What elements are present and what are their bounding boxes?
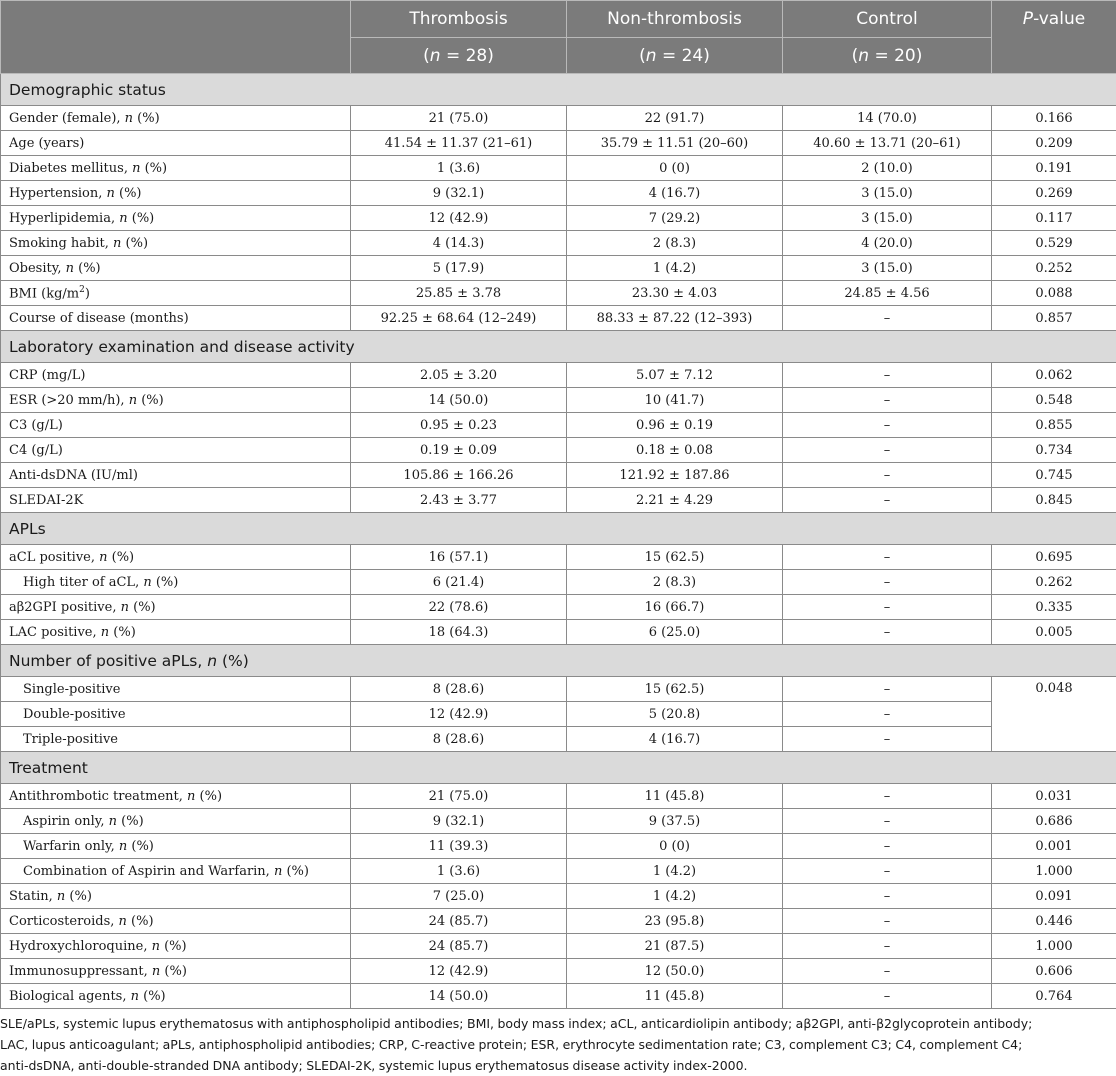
table-body: [1, 74, 1116, 1009]
table-row: [1, 859, 1116, 884]
thrombosis-value: 9 (32.1): [351, 181, 567, 206]
non-thrombosis-value: 4 (16.7): [567, 181, 783, 206]
thrombosis-value: 22 (78.6): [351, 595, 567, 620]
thrombosis-value: 7 (25.0): [351, 884, 567, 909]
non-thrombosis-value: 15 (62.5): [567, 545, 783, 570]
table-row: [1, 306, 1116, 331]
non-thrombosis-value: 0.18 ± 0.08: [567, 438, 783, 463]
thrombosis-value: 2.05 ± 3.20: [351, 363, 567, 388]
thrombosis-value: 1 (3.6): [351, 859, 567, 884]
non-thrombosis-value: 88.33 ± 87.22 (12–393): [567, 306, 783, 331]
section-header-row: [1, 752, 1116, 784]
row-label: BMI $(kg/m^2)$: [1, 281, 351, 306]
thrombosis-value: 14 (50.0): [351, 984, 567, 1009]
table-row: [1, 809, 1116, 834]
thrombosis-value: 18 (64.3): [351, 620, 567, 645]
non-thrombosis-value: 121.92 ± 187.86: [567, 463, 783, 488]
control-value: –: [783, 909, 992, 934]
row-label: Antithrombotic treatment, n (%): [1, 784, 351, 809]
thrombosis-value: 12 (42.9): [351, 702, 567, 727]
table-row: [1, 106, 1116, 131]
row-label: Single-positive: [1, 677, 351, 702]
non-thrombosis-value: 2 (8.3): [567, 570, 783, 595]
table-row: [1, 545, 1116, 570]
table-row: [1, 463, 1116, 488]
non-thrombosis-value: 12 (50.0): [567, 959, 783, 984]
row-label: C3 (g/L): [1, 413, 351, 438]
control-value: –: [783, 677, 992, 702]
non-thrombosis-value: 2 (8.3): [567, 231, 783, 256]
header-thrombosis: Thrombosis: [351, 1, 567, 38]
control-value: 3 (15.0): [783, 181, 992, 206]
table-row: [1, 727, 1116, 752]
row-label: Hyperlipidemia, n (%): [1, 206, 351, 231]
pvalue-value: 0.031: [992, 784, 1116, 809]
pvalue-value: 0.548: [992, 388, 1116, 413]
table-row: [1, 438, 1116, 463]
header-control: Control: [783, 1, 992, 38]
table-row: [1, 156, 1116, 181]
non-thrombosis-value: 11 (45.8): [567, 984, 783, 1009]
control-value: –: [783, 859, 992, 884]
non-thrombosis-value: 1 (4.2): [567, 884, 783, 909]
control-value: –: [783, 934, 992, 959]
control-value: 2 (10.0): [783, 156, 992, 181]
non-thrombosis-value: 23 (95.8): [567, 909, 783, 934]
pvalue-value: 0.529: [992, 231, 1116, 256]
control-value: –: [783, 306, 992, 331]
pvalue-value: 0.001: [992, 834, 1116, 859]
header-blank-cell: [1, 1, 351, 74]
control-value: 24.85 ± 4.56: [783, 281, 992, 306]
section-title: Number of positive aPLs, n (%): [1, 645, 1116, 677]
thrombosis-value: 4 (14.3): [351, 231, 567, 256]
control-value: –: [783, 570, 992, 595]
row-label: Course of disease (months): [1, 306, 351, 331]
pvalue-value: 0.166: [992, 106, 1116, 131]
non-thrombosis-value: 23.30 ± 4.03: [567, 281, 783, 306]
section-header-row: [1, 513, 1116, 545]
footnote-line: LAC, lupus anticoagulant; aPLs, antiphospholipid antibodies; CRP, C-reactive protein; ESR, erythrocyte sedimentation rate; C3, complement C3; C4, complement C4;: [0, 1034, 1116, 1055]
control-value: –: [783, 545, 992, 570]
thrombosis-value: 11 (39.3): [351, 834, 567, 859]
pvalue-value: 0.695: [992, 545, 1116, 570]
control-value: –: [783, 984, 992, 1009]
pvalue-value: 0.209: [992, 131, 1116, 156]
thrombosis-value: 25.85 ± 3.78: [351, 281, 567, 306]
control-value: –: [783, 413, 992, 438]
row-label: Hypertension, n (%): [1, 181, 351, 206]
non-thrombosis-value: 4 (16.7): [567, 727, 783, 752]
pvalue-value: 0.446: [992, 909, 1116, 934]
non-thrombosis-value: 5.07 ± 7.12: [567, 363, 783, 388]
row-label: Corticosteroids, n (%): [1, 909, 351, 934]
thrombosis-value: 21 (75.0): [351, 106, 567, 131]
non-thrombosis-value: 15 (62.5): [567, 677, 783, 702]
table-row: [1, 206, 1116, 231]
pvalue-value: 0.745: [992, 463, 1116, 488]
row-label: Hydroxychloroquine, n (%): [1, 934, 351, 959]
thrombosis-value: 1 (3.6): [351, 156, 567, 181]
control-value: –: [783, 834, 992, 859]
row-label: Double-positive: [1, 702, 351, 727]
non-thrombosis-value: 21 (87.5): [567, 934, 783, 959]
pvalue-value: 0.269: [992, 181, 1116, 206]
pvalue-value: 0.734: [992, 438, 1116, 463]
pvalue-value: 0.686: [992, 809, 1116, 834]
thrombosis-value: 8 (28.6): [351, 727, 567, 752]
table-row: [1, 934, 1116, 959]
row-label: Biological agents, n (%): [1, 984, 351, 1009]
thrombosis-value: 12 (42.9): [351, 959, 567, 984]
row-label: Diabetes mellitus, n (%): [1, 156, 351, 181]
row-label: Smoking habit, n (%): [1, 231, 351, 256]
control-value: –: [783, 438, 992, 463]
control-value: 14 (70.0): [783, 106, 992, 131]
pvalue-value: 0.764: [992, 984, 1116, 1009]
control-value: 3 (15.0): [783, 256, 992, 281]
pvalue-value: 0.252: [992, 256, 1116, 281]
control-value: 4 (20.0): [783, 231, 992, 256]
pvalue-value: 0.088: [992, 281, 1116, 306]
thrombosis-value: 105.86 ± 166.26: [351, 463, 567, 488]
control-value: 40.60 ± 13.71 (20–61): [783, 131, 992, 156]
non-thrombosis-value: 5 (20.8): [567, 702, 783, 727]
table-row: [1, 570, 1116, 595]
row-label: aβ2GPI positive, n (%): [1, 595, 351, 620]
thrombosis-value: 24 (85.7): [351, 934, 567, 959]
section-header-row: [1, 74, 1116, 106]
table-row: [1, 595, 1116, 620]
row-label: Warfarin only, n (%): [1, 834, 351, 859]
table-row: [1, 677, 1116, 702]
non-thrombosis-value: 0 (0): [567, 834, 783, 859]
table-row: [1, 181, 1116, 206]
table-row: [1, 784, 1116, 809]
thrombosis-value: 8 (28.6): [351, 677, 567, 702]
control-value: –: [783, 727, 992, 752]
control-value: –: [783, 784, 992, 809]
control-value: –: [783, 809, 992, 834]
row-label: Age (years): [1, 131, 351, 156]
thrombosis-value: 0.95 ± 0.23: [351, 413, 567, 438]
control-value: –: [783, 488, 992, 513]
table-row: [1, 231, 1116, 256]
table-row: [1, 413, 1116, 438]
row-label: Immunosuppressant, n (%): [1, 959, 351, 984]
footnote-line: anti-dsDNA, anti-double-stranded DNA antibody; SLEDAI-2K, systemic lupus erythematosus disease activity index-2000.: [0, 1055, 1116, 1076]
control-value: –: [783, 620, 992, 645]
non-thrombosis-value: 22 (91.7): [567, 106, 783, 131]
table-row: [1, 884, 1116, 909]
control-value: –: [783, 595, 992, 620]
section-header-row: [1, 331, 1116, 363]
table-row: [1, 984, 1116, 1009]
pvalue-value: 0.191: [992, 156, 1116, 181]
row-label: High titer of aCL, n (%): [1, 570, 351, 595]
row-label: LAC positive, n (%): [1, 620, 351, 645]
table-row: [1, 909, 1116, 934]
table-row: [1, 388, 1116, 413]
pvalue-value: 0.048: [992, 677, 1116, 752]
row-label: CRP (mg/L): [1, 363, 351, 388]
non-thrombosis-value: 11 (45.8): [567, 784, 783, 809]
row-label: Anti-dsDNA (IU/ml): [1, 463, 351, 488]
thrombosis-value: 16 (57.1): [351, 545, 567, 570]
pvalue-value: 0.855: [992, 413, 1116, 438]
table-header: [1, 1, 1116, 74]
row-label: Gender (female), n (%): [1, 106, 351, 131]
thrombosis-value: 9 (32.1): [351, 809, 567, 834]
thrombosis-value: 92.25 ± 68.64 (12–249): [351, 306, 567, 331]
thrombosis-value: 24 (85.7): [351, 909, 567, 934]
section-header-row: [1, 645, 1116, 677]
table-row: [1, 702, 1116, 727]
table-row: [1, 488, 1116, 513]
thrombosis-value: 41.54 ± 11.37 (21–61): [351, 131, 567, 156]
pvalue-value: 0.005: [992, 620, 1116, 645]
header-non-thrombosis: Non-thrombosis: [567, 1, 783, 38]
header-non-thrombosis-n: (n = 24): [567, 38, 783, 74]
control-value: –: [783, 702, 992, 727]
row-label: SLEDAI-2K: [1, 488, 351, 513]
table-row: [1, 834, 1116, 859]
control-value: –: [783, 463, 992, 488]
thrombosis-value: 5 (17.9): [351, 256, 567, 281]
section-title: APLs: [1, 513, 1116, 545]
non-thrombosis-value: 35.79 ± 11.51 (20–60): [567, 131, 783, 156]
pvalue-value: 0.845: [992, 488, 1116, 513]
section-title: Demographic status: [1, 74, 1116, 106]
control-value: –: [783, 884, 992, 909]
pvalue-value: 1.000: [992, 934, 1116, 959]
row-label: aCL positive, n (%): [1, 545, 351, 570]
table-row: [1, 363, 1116, 388]
non-thrombosis-value: 0 (0): [567, 156, 783, 181]
pvalue-value: 1.000: [992, 859, 1116, 884]
row-label: Statin, n (%): [1, 884, 351, 909]
control-value: 3 (15.0): [783, 206, 992, 231]
pvalue-value: 0.606: [992, 959, 1116, 984]
table-row: [1, 620, 1116, 645]
non-thrombosis-value: 16 (66.7): [567, 595, 783, 620]
thrombosis-value: 0.19 ± 0.09: [351, 438, 567, 463]
footnote-line: SLE/aPLs, systemic lupus erythematosus with antiphospholipid antibodies; BMI, body mass index; aCL, anticardiolipin antibody; aβ2GPI, anti-β2glycoprotein antibody;: [0, 1013, 1116, 1034]
thrombosis-value: 2.43 ± 3.77: [351, 488, 567, 513]
table-row: [1, 281, 1116, 306]
thrombosis-value: 6 (21.4): [351, 570, 567, 595]
pvalue-value: 0.262: [992, 570, 1116, 595]
row-label: Combination of Aspirin and Warfarin, n (%): [1, 859, 351, 884]
non-thrombosis-value: 1 (4.2): [567, 256, 783, 281]
non-thrombosis-value: 7 (29.2): [567, 206, 783, 231]
pvalue-value: 0.062: [992, 363, 1116, 388]
non-thrombosis-value: 1 (4.2): [567, 859, 783, 884]
thrombosis-value: 12 (42.9): [351, 206, 567, 231]
thrombosis-value: 14 (50.0): [351, 388, 567, 413]
table-footnote: [0, 1009, 1116, 1076]
control-value: –: [783, 363, 992, 388]
control-value: –: [783, 388, 992, 413]
non-thrombosis-value: 10 (41.7): [567, 388, 783, 413]
row-label: Triple-positive: [1, 727, 351, 752]
pvalue-value: 0.091: [992, 884, 1116, 909]
table-row: [1, 131, 1116, 156]
non-thrombosis-value: 6 (25.0): [567, 620, 783, 645]
non-thrombosis-value: 9 (37.5): [567, 809, 783, 834]
section-title: Treatment: [1, 752, 1116, 784]
row-label: Aspirin only, n (%): [1, 809, 351, 834]
row-label: Obesity, n (%): [1, 256, 351, 281]
header-pvalue: P-value: [992, 1, 1116, 74]
pvalue-value: 0.857: [992, 306, 1116, 331]
header-thrombosis-n: (n = 28): [351, 38, 567, 74]
table-row: [1, 959, 1116, 984]
row-label: C4 (g/L): [1, 438, 351, 463]
table-row: [1, 256, 1116, 281]
pvalue-value: 0.335: [992, 595, 1116, 620]
non-thrombosis-value: 0.96 ± 0.19: [567, 413, 783, 438]
row-label: ESR (>20 mm/h), n (%): [1, 388, 351, 413]
control-value: –: [783, 959, 992, 984]
header-control-n: (n = 20): [783, 38, 992, 74]
non-thrombosis-value: 2.21 ± 4.29: [567, 488, 783, 513]
pvalue-value: 0.117: [992, 206, 1116, 231]
section-title: Laboratory examination and disease activity: [1, 331, 1116, 363]
thrombosis-value: 21 (75.0): [351, 784, 567, 809]
